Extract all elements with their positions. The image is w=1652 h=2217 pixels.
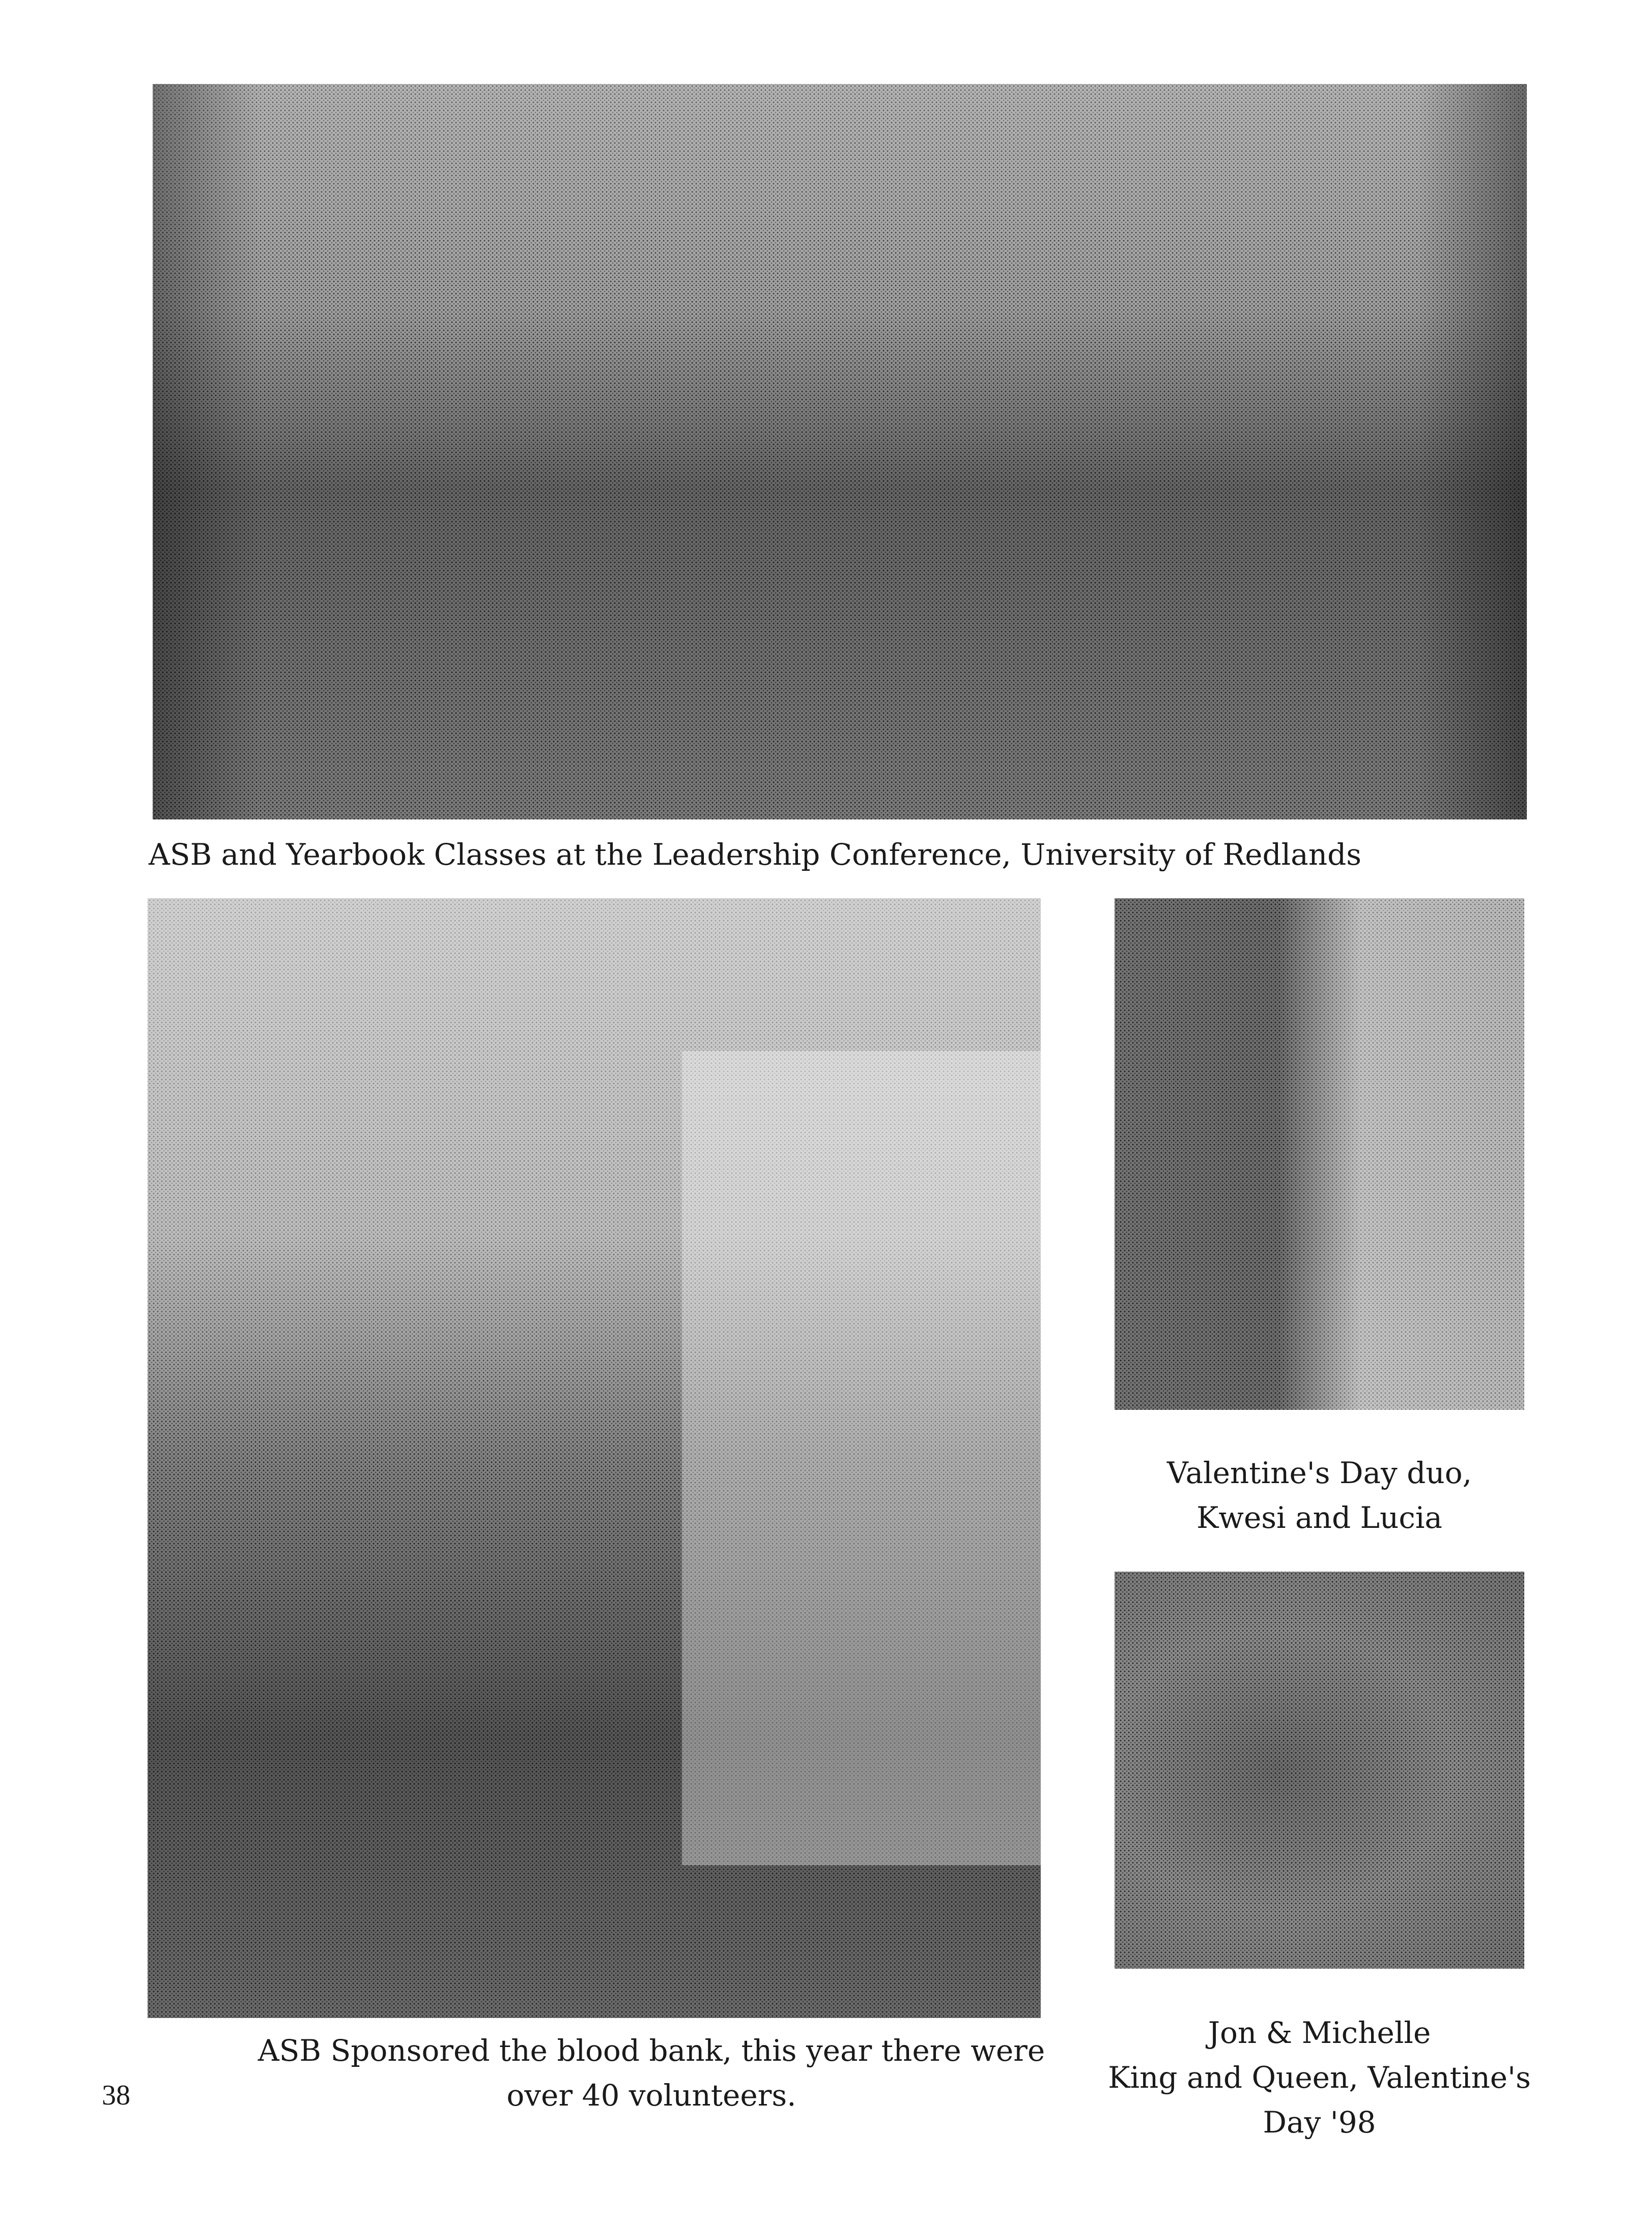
photo-blood-bank bbox=[148, 898, 1041, 2018]
caption-king-queen: Jon & Michelle King and Queen, Valentine's Day '98 bbox=[1108, 2015, 1531, 2140]
caption-valentines-duo: Valentine's Day duo, Kwesi and Lucia bbox=[1166, 1456, 1472, 1535]
photo-king-queen bbox=[1115, 1572, 1524, 1969]
caption-leadership-conference: ASB and Yearbook Classes at the Leadership Conference, University of Redlands bbox=[149, 837, 1362, 872]
page-number: 38 bbox=[102, 2080, 130, 2111]
caption-blood-bank: ASB Sponsored the blood bank, this year there were over 40 volunteers. bbox=[258, 2033, 1045, 2113]
group-photo-leadership-conference bbox=[153, 84, 1527, 819]
photo-valentines-duo bbox=[1115, 898, 1524, 1410]
